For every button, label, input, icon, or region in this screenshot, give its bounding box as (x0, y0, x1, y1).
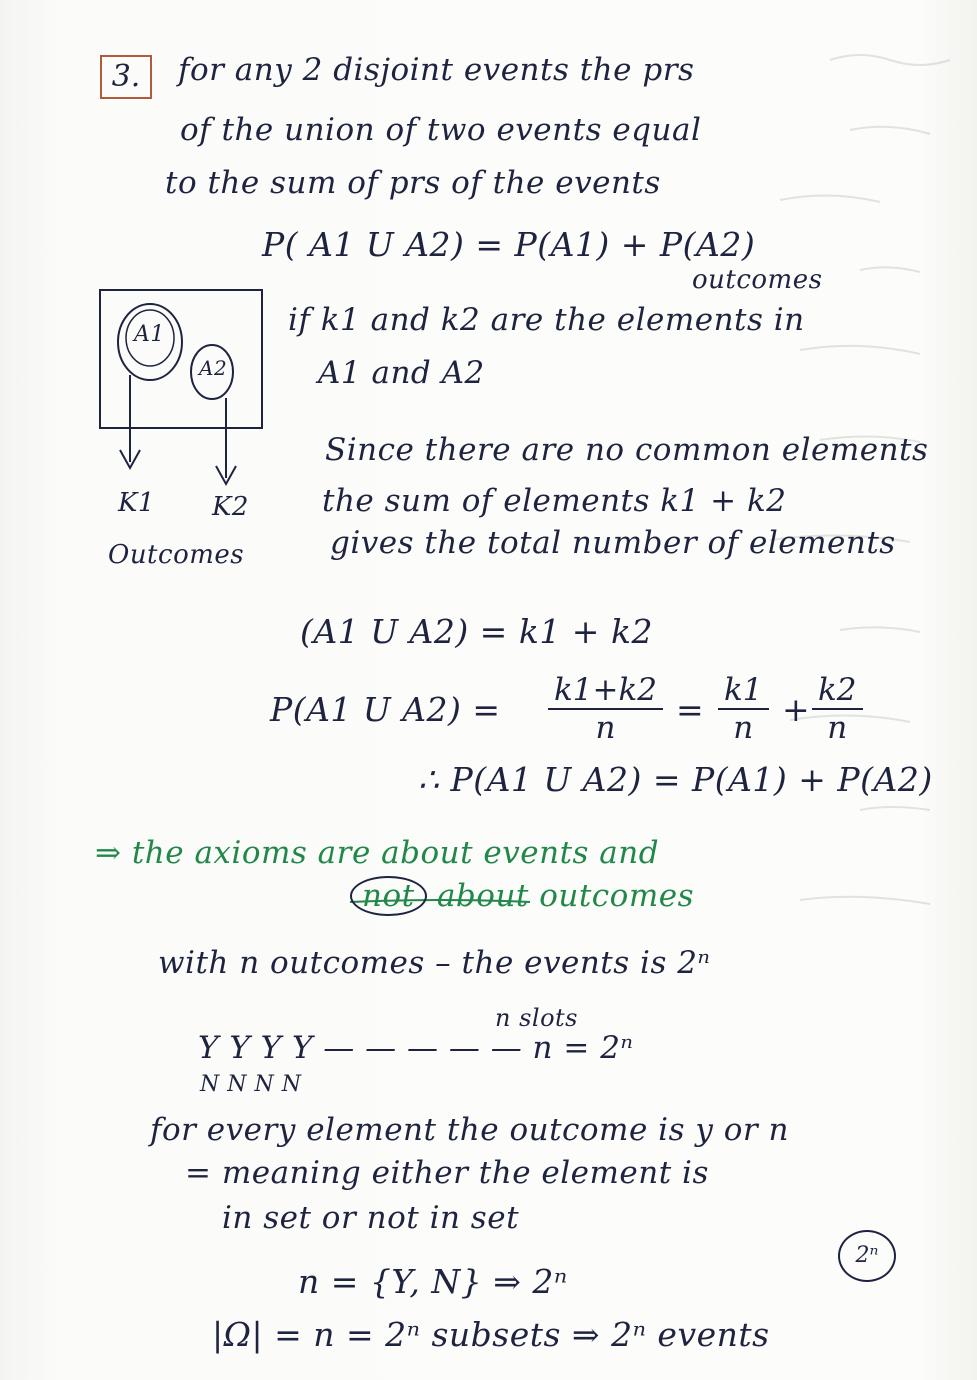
events-line-4: in set or not in set (222, 1200, 520, 1236)
fraction-3-denominator: n (827, 710, 848, 746)
intro-line-2: of the union of two events equal (180, 112, 702, 148)
equation-3: ∴ P(A1 U A2) = P(A1) + P(A2) (418, 760, 933, 799)
fraction-3 (812, 672, 863, 746)
note-about-outcomes: about outcomes (436, 878, 694, 914)
page-badge: 2ⁿ (838, 1230, 896, 1282)
fraction-1-denominator: n (595, 710, 616, 746)
equation-set: n = {Y, N} ⇒ 2ⁿ (298, 1262, 568, 1301)
def-insert-word: outcomes (692, 265, 823, 295)
intro-line-1: for any 2 disjoint events the prs (178, 52, 695, 88)
equation-2-lhs: P(A1 U A2) = (270, 690, 501, 729)
equation-1: (A1 U A2) = k1 + k2 (300, 612, 653, 651)
diagram-k1-label: K1 (118, 488, 155, 518)
note-line-2 (350, 878, 694, 914)
plus-sign: + (782, 690, 811, 729)
since-line-2: the sum of elements k1 + k2 (322, 483, 787, 519)
fraction-1 (548, 672, 663, 746)
formula-union: P( A1 U A2) = P(A1) + P(A2) (262, 225, 756, 264)
equals-sign: = (676, 690, 705, 729)
note-line-1: ⇒ the axioms are about events and (95, 835, 660, 871)
events-line-1: with n outcomes – the events is 2ⁿ (158, 945, 711, 981)
def-line-1: if k1 and k2 are the elements in (288, 302, 805, 338)
events-line-2: for every element the outcome is y or n (150, 1112, 790, 1148)
diagram-a2-label: A2 (199, 356, 228, 380)
slots-label: n slots (495, 1004, 578, 1032)
fraction-1-numerator: k1+k2 (548, 672, 663, 710)
slots-row: Y Y Y Y — — — — — n = 2ⁿ (198, 1030, 634, 1066)
def-line-2: A1 and A2 (318, 355, 485, 391)
fraction-2 (718, 672, 769, 746)
events-line-3: = meaning either the element is (185, 1155, 709, 1191)
diagram-outcomes-label: Outcomes (108, 540, 245, 570)
fraction-2-numerator: k1 (718, 672, 769, 710)
note-not-circled: not (350, 876, 427, 916)
slots-row-2: N N N N (200, 1072, 302, 1097)
equation-final: |Ω| = n = 2ⁿ subsets ⇒ 2ⁿ events (212, 1315, 770, 1354)
fraction-2-denominator: n (733, 710, 754, 746)
intro-line-3: to the sum of prs of the events (165, 165, 661, 201)
fraction-3-numerator: k2 (812, 672, 863, 710)
sample-space-box (100, 290, 262, 428)
diagram-a1-label: A1 (134, 322, 165, 347)
problem-number: 3. (100, 55, 152, 99)
since-line-1: Since there are no common elements (325, 432, 929, 468)
since-line-3: gives the total number of elements (330, 525, 896, 561)
diagram-k2-label: K2 (212, 492, 249, 522)
